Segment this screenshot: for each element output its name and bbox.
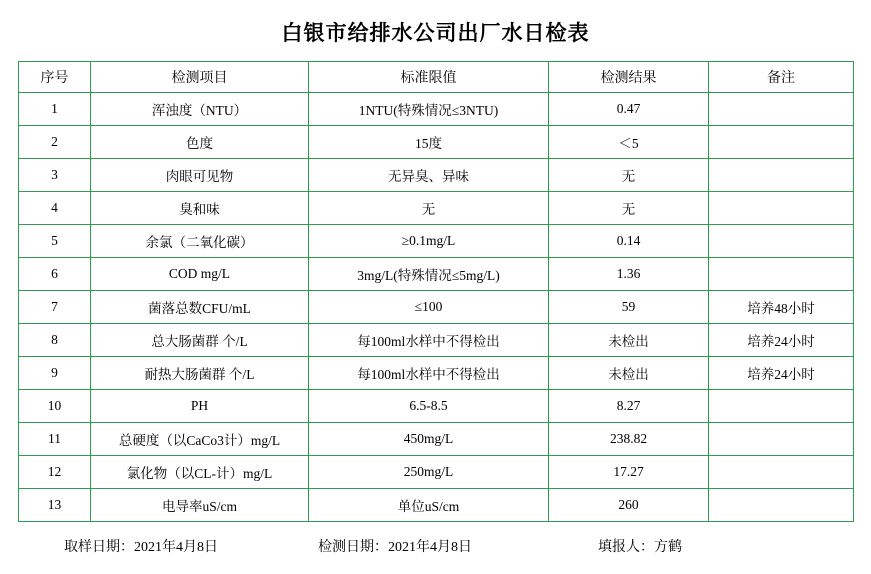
cell-remark xyxy=(709,159,854,192)
cell-remark xyxy=(709,93,854,126)
column-header-result: 检测结果 xyxy=(549,62,709,93)
cell-no: 5 xyxy=(19,225,91,258)
cell-remark: 培养48小时 xyxy=(709,291,854,324)
cell-remark xyxy=(709,489,854,522)
cell-remark xyxy=(709,258,854,291)
cell-remark xyxy=(709,225,854,258)
table-row xyxy=(19,192,854,225)
page-title: 白银市给排水公司出厂水日检表 xyxy=(281,21,590,45)
table-row xyxy=(19,291,854,324)
cell-no: 9 xyxy=(19,357,91,390)
cell-result: 未检出 xyxy=(549,357,709,390)
cell-no: 13 xyxy=(19,489,91,522)
cell-limit: ≥0.1mg/L xyxy=(309,225,549,258)
cell-remark xyxy=(709,126,854,159)
table-row xyxy=(19,225,854,258)
cell-limit: 无 xyxy=(309,192,549,225)
cell-result: 1.36 xyxy=(549,258,709,291)
cell-limit: 6.5-8.5 xyxy=(309,390,549,423)
cell-item: 色度 xyxy=(91,126,309,159)
report-table-container xyxy=(0,61,871,522)
cell-item: 肉眼可见物 xyxy=(91,159,309,192)
cell-item: 余氯（二氧化碳） xyxy=(91,225,309,258)
cell-item: 总大肠菌群 个/L xyxy=(91,324,309,357)
column-header-limit: 标准限值 xyxy=(309,62,549,93)
cell-no: 12 xyxy=(19,456,91,489)
table-row xyxy=(19,390,854,423)
cell-remark: 培养24小时 xyxy=(709,324,854,357)
cell-no: 3 xyxy=(19,159,91,192)
cell-result: 260 xyxy=(549,489,709,522)
cell-result: 无 xyxy=(549,192,709,225)
cell-no: 11 xyxy=(19,423,91,456)
cell-no: 10 xyxy=(19,390,91,423)
cell-result: ＜5 xyxy=(549,126,709,159)
cell-remark xyxy=(709,423,854,456)
footer-row xyxy=(0,536,871,556)
cell-result: 59 xyxy=(549,291,709,324)
cell-limit: 450mg/L xyxy=(309,423,549,456)
cell-item: 氯化物（以CL-计）mg/L xyxy=(91,456,309,489)
column-header-remark: 备注 xyxy=(709,62,854,93)
cell-item: 总硬度（以CaCo3计）mg/L xyxy=(91,423,309,456)
cell-result: 0.47 xyxy=(549,93,709,126)
cell-result: 0.14 xyxy=(549,225,709,258)
cell-limit: 无异臭、异味 xyxy=(309,159,549,192)
cell-item: 浑浊度（NTU） xyxy=(91,93,309,126)
cell-no: 6 xyxy=(19,258,91,291)
table-row xyxy=(19,324,854,357)
table-row xyxy=(19,357,854,390)
cell-remark xyxy=(709,456,854,489)
cell-result: 17.27 xyxy=(549,456,709,489)
cell-limit: 3mg/L(特殊情况≤5mg/L) xyxy=(309,258,549,291)
table-row xyxy=(19,93,854,126)
cell-item: 耐热大肠菌群 个/L xyxy=(91,357,309,390)
test-date: 检测日期：2021年4月8日 xyxy=(318,540,472,555)
table-row xyxy=(19,456,854,489)
table-row xyxy=(19,258,854,291)
cell-limit: 每100ml水样中不得检出 xyxy=(309,357,549,390)
cell-result: 238.82 xyxy=(549,423,709,456)
cell-limit: 15度 xyxy=(309,126,549,159)
table-row xyxy=(19,489,854,522)
column-header-no: 序号 xyxy=(19,62,91,93)
cell-limit: 每100ml水样中不得检出 xyxy=(309,324,549,357)
cell-result: 8.27 xyxy=(549,390,709,423)
table-header-row xyxy=(19,62,854,93)
cell-item: 电导率uS/cm xyxy=(91,489,309,522)
cell-result: 未检出 xyxy=(549,324,709,357)
cell-item: COD mg/L xyxy=(91,258,309,291)
cell-result: 无 xyxy=(549,159,709,192)
sample-date: 取样日期：2021年4月8日 xyxy=(64,540,218,555)
cell-no: 7 xyxy=(19,291,91,324)
table-row xyxy=(19,126,854,159)
cell-item: PH xyxy=(91,390,309,423)
cell-limit: 250mg/L xyxy=(309,456,549,489)
cell-no: 1 xyxy=(19,93,91,126)
cell-remark xyxy=(709,390,854,423)
cell-no: 8 xyxy=(19,324,91,357)
cell-item: 菌落总数CFU/mL xyxy=(91,291,309,324)
cell-remark xyxy=(709,192,854,225)
table-row xyxy=(19,159,854,192)
cell-limit: 单位uS/cm xyxy=(309,489,549,522)
cell-limit: ≤100 xyxy=(309,291,549,324)
column-header-item: 检测项目 xyxy=(91,62,309,93)
cell-remark: 培养24小时 xyxy=(709,357,854,390)
cell-item: 臭和味 xyxy=(91,192,309,225)
water-quality-table xyxy=(18,61,854,522)
reporter: 填报人：方鹤 xyxy=(598,540,682,555)
cell-no: 2 xyxy=(19,126,91,159)
cell-no: 4 xyxy=(19,192,91,225)
cell-limit: 1NTU(特殊情况≤3NTU) xyxy=(309,93,549,126)
table-row xyxy=(19,423,854,456)
